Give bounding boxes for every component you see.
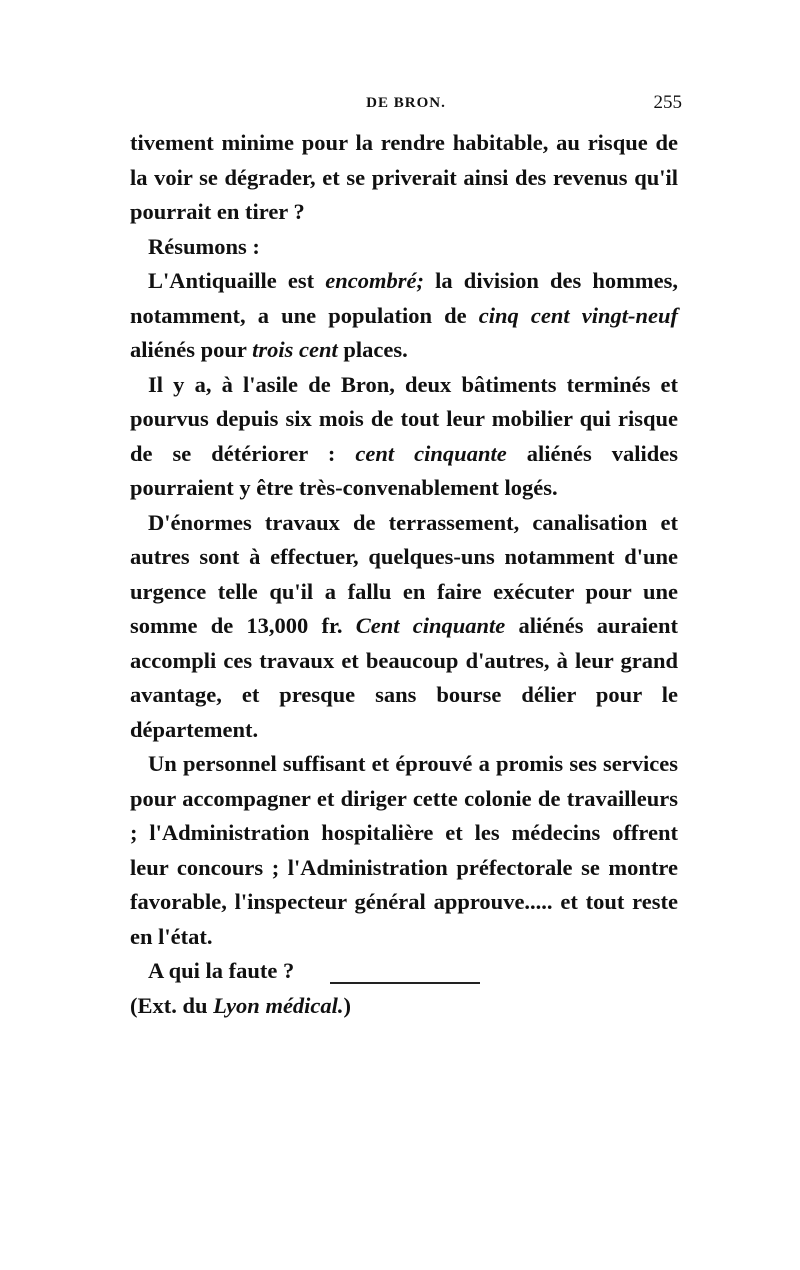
citation-open: (Ext. du bbox=[130, 992, 214, 1018]
text-run: aliénés auraient accompli ces travaux et beaucoup d'autres, à leur grand avantage, et presque sans bourse délier pour le département. bbox=[130, 613, 678, 742]
text-run: aliénés pour bbox=[130, 337, 253, 362]
citation-close: ) bbox=[343, 992, 352, 1018]
italic-text: encombré; bbox=[325, 268, 425, 293]
text-run: Il y a, à l'asile de Bron, deux bâtiments terminés et pourvus depuis six mois de tout leur mobilier qui risque de se détériorer : bbox=[130, 371, 678, 466]
italic-text: cinq cent vingt-neuf bbox=[478, 302, 678, 328]
text-run: aliénés valides pourraient y être très-convenablement logés. bbox=[130, 440, 678, 500]
italic-text: Cent cinquante bbox=[355, 613, 506, 638]
running-head bbox=[130, 92, 682, 116]
italic-text: cent cinquante bbox=[355, 440, 507, 466]
text-run: L'Antiquaille est bbox=[148, 268, 326, 293]
text-run: A qui la faute ? bbox=[148, 958, 295, 983]
text-run: D'énormes travaux de terrassement, canalisation et autres sont à effectuer, quelques-uns notamment d'une urgence telle qu'il a fallu en faire exécuter pour une somme de 13,000 fr. bbox=[130, 509, 678, 638]
paragraph bbox=[130, 747, 678, 954]
paragraph bbox=[130, 264, 678, 368]
paragraph bbox=[130, 126, 678, 230]
end-rule bbox=[330, 982, 480, 984]
text-run: Un personnel suffisant et éprouvé a promis ses services pour accompagner et diriger cette colonie de travailleurs ; l'Administration hospitalière et les médecins offrent leur concours ; l'Administration préfectorale se montre favorable, l'inspecteur général approuve..... et tout reste en l'état. bbox=[130, 751, 678, 949]
paragraph bbox=[130, 506, 678, 748]
source-citation bbox=[130, 989, 678, 1024]
page-body bbox=[130, 126, 678, 1023]
text-run: places. bbox=[337, 337, 408, 362]
text-run: tivement minime pour la rendre habitable, au risque de la voir se dégrader, et se priverait ainsi des revenus qu'il pourrait en tirer ? bbox=[130, 130, 678, 224]
running-title: DE BRON. bbox=[366, 95, 446, 111]
text-run: Résumons : bbox=[148, 233, 260, 259]
text-run: la division des hommes, notamment, a une population de bbox=[130, 268, 678, 328]
italic-text: trois cent bbox=[252, 337, 338, 362]
paragraph bbox=[130, 368, 678, 506]
page-number: 255 bbox=[653, 92, 682, 113]
citation-journal: Lyon médical. bbox=[213, 992, 344, 1018]
paragraph bbox=[130, 230, 678, 265]
